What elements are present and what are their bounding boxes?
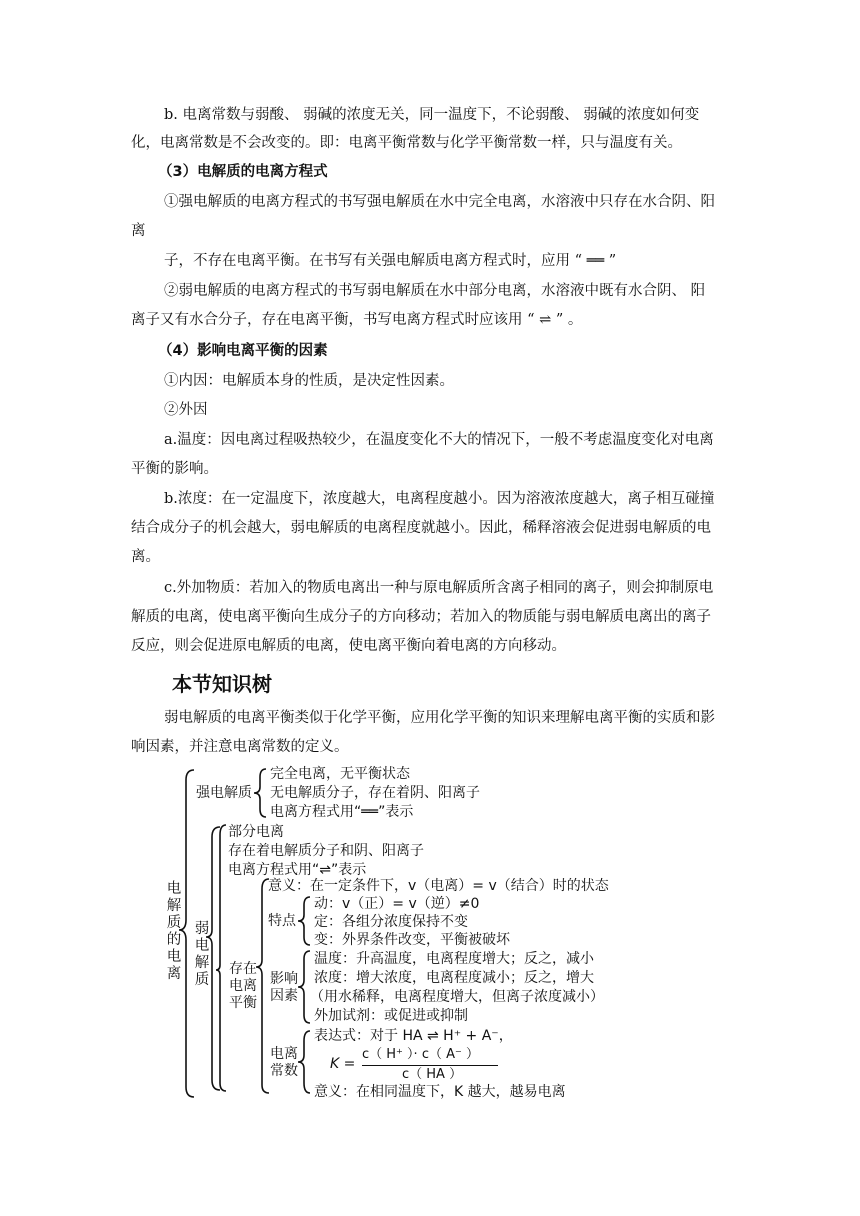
intro-line: 弱电解质的电离平衡类似于化学平衡，应用化学平衡的知识来理解电离平衡的实质和影 <box>164 710 715 726</box>
tree-factors-label: 影响因素 <box>270 971 298 1004</box>
tree-feature-item: 变：外界条件改变，平衡被破坏 <box>314 932 510 948</box>
tree-strong-item: 完全电离，无平衡状态 <box>270 766 410 782</box>
tree-strong-item: 电离方程式用“══”表示 <box>270 804 414 820</box>
k-denominator: c（ HA ） <box>402 1067 463 1082</box>
knowledge-tree <box>164 765 644 1105</box>
tree-weak-item: 部分电离 <box>228 824 284 840</box>
paragraph-line: 离。 <box>131 549 160 565</box>
paragraph-line: ①内因：电解质本身的性质，是决定性因素。 <box>164 373 454 389</box>
tree-meaning: 意义：在一定条件下，v（电离）= v（结合）时的状态 <box>268 878 609 894</box>
paragraph-line: 离 <box>131 223 146 239</box>
paragraph-line: ②弱电解质的电离方程式的书写弱电解质在水中部分电离，水溶液中既有水合阴、 阳 <box>164 283 706 299</box>
paragraph-line: 离子又有水合分子，存在电离平衡，书写电离方程式时应该用 “ ⇌ ” 。 <box>131 312 583 328</box>
tree-strong-item: 无电解质分子，存在着阴、阳离子 <box>270 785 480 801</box>
subheading-4: （4）影响电离平衡的因素 <box>158 343 328 359</box>
tree-constant-expr: 表达式：对于 HA ⇌ H⁺ + A⁻， <box>314 1028 513 1044</box>
subheading-3: （3）电解质的电离方程式 <box>158 164 328 180</box>
tree-equilibrium-label: 存在电离平衡 <box>229 961 257 1011</box>
tree-feature-item: 动：v（正）= v（逆）≠0 <box>314 896 480 912</box>
tree-weak-label: 弱电解质 <box>194 921 210 988</box>
paragraph-line: ①强电解质的电离方程式的书写强电解质在水中完全电离，水溶液中只存在水合阴、阳 <box>164 194 715 210</box>
paragraph-line: 解质的电离，使电离平衡向生成分子的方向移动；若加入的物质能与弱电解质电离出的离子 <box>131 609 711 625</box>
k-numerator: c（ H⁺ ）· c（ A⁻ ） <box>362 1047 479 1062</box>
paragraph-line: ②外因 <box>164 402 208 418</box>
tree-factor-item: 外加试剂：或促进或抑制 <box>314 1008 468 1024</box>
tree-factor-item: 温度：升高温度，电离程度增大；反之，减小 <box>314 951 594 967</box>
intro-line: 响因素，并注意电离常数的定义。 <box>131 739 349 755</box>
tree-factor-item: 浓度：增大浓度，电离程度减小；反之，增大 <box>314 970 594 986</box>
section-title: 本节知识树 <box>172 672 272 696</box>
tree-constant-meaning: 意义：在相同温度下，K 越大，越易电离 <box>314 1084 566 1100</box>
k-lhs: K = <box>330 1056 356 1072</box>
paragraph-line: 化，电离常数是不会改变的。即：电离平衡常数与化学平衡常数一样，只与温度有关。 <box>131 135 682 151</box>
paragraph-line: 子，不存在电离平衡。在书写有关强电解质电离方程式时，应用 “ ══ ” <box>164 253 617 269</box>
paragraph-line: 反应，则会促进原电解质的电离，使电离平衡向着电离的方向移动。 <box>131 638 566 654</box>
paragraph-line: c.外加物质：若加入的物质电离出一种与原电解质所含离子相同的离子，则会抑制原电 <box>164 580 714 596</box>
tree-features-label: 特点 <box>268 913 296 929</box>
tree-constant-label: 电离常数 <box>270 1046 298 1079</box>
paragraph-line: a.温度：因电离过程吸热较少，在温度变化不大的情况下，一般不考虑温度变化对电离 <box>164 432 714 448</box>
paragraph-line: b. 电离常数与弱酸、 弱碱的浓度无关，同一温度下，不论弱酸、 弱碱的浓度如何变 <box>164 107 700 123</box>
tree-feature-item: 定：各组分浓度保持不变 <box>314 914 468 930</box>
tree-weak-item: 存在着电解质分子和阴、阳离子 <box>228 843 424 859</box>
tree-weak-item: 电离方程式用“⇌”表示 <box>228 862 367 878</box>
tree-root-label: 电解质的电离 <box>166 881 182 982</box>
paragraph-line: b.浓度：在一定温度下，浓度越大，电离程度越小。因为溶液浓度越大，离子相互碰撞 <box>164 491 715 507</box>
paragraph-line: 平衡的影响。 <box>131 461 218 477</box>
paragraph-line: 结合成分子的机会越大，弱电解质的电离程度就越小。因此，稀释溶液会促进弱电解质的电 <box>131 520 711 536</box>
tree-factor-item: （用水稀释，电离程度增大，但离子浓度减小） <box>310 989 604 1005</box>
tree-strong-label: 强电解质 <box>196 785 252 801</box>
